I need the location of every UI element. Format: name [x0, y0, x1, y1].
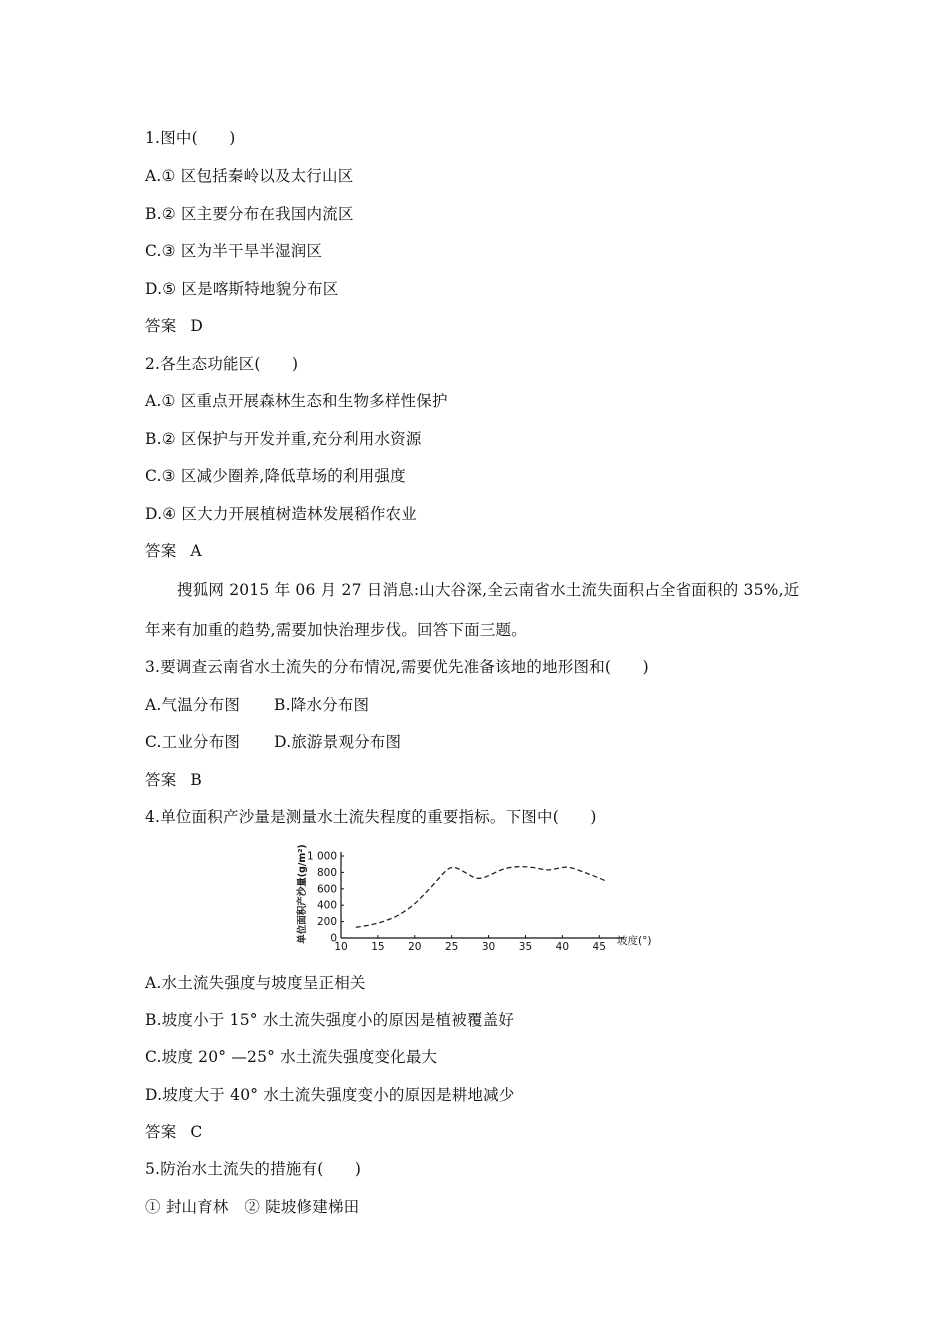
q3-stem: 3.要调查云南省水土流失的分布情况,需要优先准备该地的地形图和( )	[145, 658, 649, 676]
q3-option-c: C.工业分布图	[145, 733, 241, 751]
q5-measures: ① 封山育林 ② 陡坡修建梯田	[145, 1198, 360, 1216]
x-axis-label: 坡度(°)	[617, 935, 652, 947]
q1-option-d: D.⑤ 区是喀斯特地貌分布区	[145, 280, 339, 298]
q4-option-b: B.坡度小于 15° 水土流失强度小的原因是植被覆盖好	[145, 1011, 515, 1029]
answer-value: B	[190, 771, 202, 789]
q4-answer	[145, 1122, 202, 1142]
q2-answer	[145, 541, 202, 561]
q4-option-c: C.坡度 20° —25° 水土流失强度变化最大	[145, 1048, 438, 1066]
answer-label: 答案	[145, 542, 177, 560]
x-tick-label: 35	[518, 941, 533, 953]
passage-line-2: 年来有加重的趋势,需要加快治理步伐。回答下面三题。	[145, 621, 527, 639]
q3-options-row-2	[145, 732, 401, 752]
q3-option-d: D.旅游景观分布图	[274, 733, 402, 751]
q1-option-c: C.③ 区为半干旱半湿润区	[145, 242, 323, 260]
q2-option-d: D.④ 区大力开展植树造林发展稻作农业	[145, 505, 417, 523]
q1-option-a: A.① 区包括秦岭以及太行山区	[145, 167, 354, 185]
q1-answer	[145, 316, 203, 336]
q3-options-row-1	[145, 695, 369, 715]
series-line	[356, 867, 607, 928]
y-tick-label: 600	[316, 883, 337, 896]
x-tick-label: 15	[371, 941, 385, 953]
y-axis-label: 单位面积产沙量(g/m²)	[297, 844, 308, 944]
answer-label: 答案	[145, 317, 177, 335]
chart-axes	[341, 852, 624, 938]
q4-stem: 4.单位面积产沙量是测量水土流失程度的重要指标。下图中( )	[145, 808, 597, 826]
q2-stem: 2.各生态功能区( )	[145, 355, 299, 373]
q4-option-a: A.水土流失强度与坡度呈正相关	[145, 974, 366, 992]
x-tick-label: 25	[444, 941, 459, 953]
y-tick-label: 200	[316, 916, 337, 929]
sediment-slope-chart	[286, 838, 666, 956]
answer-value: C	[190, 1123, 203, 1141]
y-tick-label: 1 000	[306, 850, 337, 863]
x-tick-label: 45	[592, 941, 606, 953]
answer-label: 答案	[145, 771, 177, 789]
q2-option-b: B.② 区保护与开发并重,充分利用水资源	[145, 430, 422, 448]
answer-value: A	[190, 542, 202, 560]
answer-label: 答案	[145, 1123, 177, 1141]
y-tick-label: 400	[316, 899, 337, 912]
x-tick-label: 20	[408, 941, 422, 953]
q3-option-b: B.降水分布图	[274, 696, 370, 714]
q5-stem: 5.防治水土流失的措施有( )	[145, 1160, 362, 1178]
answer-value: D	[190, 317, 204, 335]
q4-option-d: D.坡度大于 40° 水土流失强度变小的原因是耕地减少	[145, 1086, 515, 1104]
q2-option-a: A.① 区重点开展森林生态和生物多样性保护	[145, 392, 448, 410]
x-tick-label: 30	[481, 941, 496, 953]
y-tick-label: 0	[330, 932, 337, 945]
x-tick-label: 40	[555, 941, 570, 953]
q3-option-a: A.气温分布图	[145, 696, 241, 714]
q2-option-c: C.③ 区减少圈养,降低草场的利用强度	[145, 467, 406, 485]
x-tick-label: 10	[334, 941, 348, 953]
y-tick-label: 800	[316, 866, 337, 879]
q3-answer	[145, 770, 202, 790]
q1-option-b: B.② 区主要分布在我国内流区	[145, 205, 354, 223]
passage-line-1: 搜狐网 2015 年 06 月 27 日消息:山大谷深,全云南省水土流失面积占全省面积的 35%,近	[177, 581, 800, 599]
q1-stem: 1.图中( )	[145, 129, 236, 147]
y-axis-ticks	[307, 851, 344, 945]
